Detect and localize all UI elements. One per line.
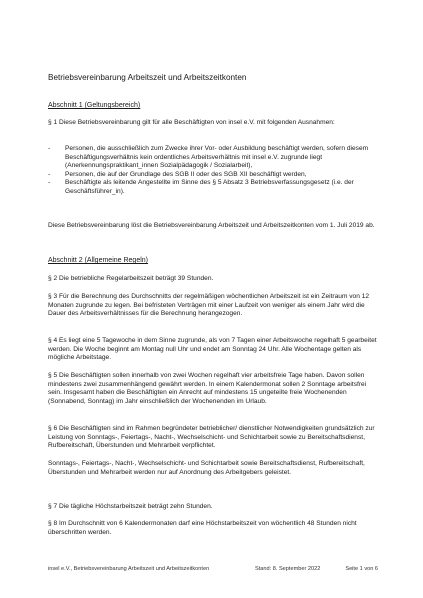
- section-heading-geltungsbereich: Abschnitt 1 (Geltungsbereich): [48, 102, 141, 109]
- paragraph-2: § 2 Die betriebliche Regelarbeitszeit beträgt 39 Stunden.: [48, 275, 214, 282]
- section-heading-allgemeine-regeln: Abschnitt 2 (Allgemeine Regeln): [48, 257, 148, 264]
- list-item: - Personen, die auf der Grundlage des SGB II oder des SGB XII beschäftigt werden,: [48, 171, 378, 180]
- list-item: - Personen, die ausschließlich zum Zwecke ihrer Vor- oder Ausbildung beschäftigt werden, sofern diesem Beschäftigungsverhältnis kein ordentliches Arbeitsverhältnis mit insel e.V. zugrunde liegt (Anerkennungspraktikant_innen Sozialpädagogik / Sozialarbeit),: [48, 145, 378, 171]
- paragraph-6-continued: Sonntags-, Feiertags-, Nacht-, Wechselschicht- und Schichtarbeit sowie Bereitschaftsdienst, Rufbereitschaft, Überstunden und Mehrarbeit werden nur auf Anordnung des Arbeitgebers geleistet.: [48, 460, 365, 476]
- paragraph-7: § 7 Die tägliche Höchstarbeitszeit beträgt zehn Stunden.: [48, 503, 213, 510]
- document-title: Betriebsvereinbarung Arbeitszeit und Arbeitszeitkonten: [48, 73, 247, 82]
- paragraph-4: § 4 Es liegt eine 5 Tagewoche in dem Sinne zugrunde, als von 7 Tagen einer Arbeitswoche regelhaft 5 gearbeitet werden. Die Woche beginnt am Montag null Uhr und endet am Sonntag 24 Uhr. Alle Wochentage gelten als mögliche Arbeitstage.: [48, 337, 377, 362]
- paragraph-1: § 1 Diese Betriebsvereinbarung gilt für alle Beschäftigten von insel e.V. mit folgenden Ausnahmen:: [48, 119, 335, 126]
- footer-document-name: insel e.V., Betriebsvereinbarung Arbeitszeit und Arbeitszeitkonten: [48, 566, 210, 572]
- paragraph-6: § 6 Die Beschäftigten sind im Rahmen begründeter betrieblicher/ dienstlicher Notwendigkeiten grundsätzlich zur Leistung von Sonntags-, Feiertags-, Nacht-, Wechselschicht- und Schichtarbeit sowie zu Bereitschaftsdienst, Rufbereitschaft, Überstunden und Mehrarbeit verpflichtet.: [48, 425, 375, 450]
- paragraph-8: § 8 Im Durchschnitt von 6 Kalendermonaten darf eine Höchstarbeitszeit von wöchentlich 48 Stunden nicht überschritten werden.: [48, 520, 357, 536]
- list-item: - Beschäftigte als leitende Angestellte im Sinne des § 5 Absatz 3 Betriebsverfassungsgesetz (i.e. der Geschäftsführer_in).: [48, 179, 378, 196]
- footer-page-number: Seite 1 von 6: [345, 566, 378, 572]
- paragraph-5: § 5 Die Beschäftigten sollen innerhalb von zwei Wochen regelhaft vier arbeitsfreie Tage haben. Davon sollen mindestens zwei zusammenhängend gewährt werden. In einem Kalendermonat sollen 2 Sonntage arbeitsfrei sein. Insgesamt haben die Beschäftigten ein Anrecht auf mindestens 15 ungeteilte freie Wochenenden (Sonnabend, Sonntag) im Jahr einschließlich der Wochenenden im Urlaub.: [48, 372, 367, 405]
- paragraph-supersedes: Diese Betriebsvereinbarung löst die Betriebsvereinbarung Arbeitszeit und Arbeitszeitkonten vom 1. Juli 2019 ab.: [48, 222, 375, 229]
- exception-list: [48, 145, 378, 197]
- paragraph-3: § 3 Für die Berechnung des Durchschnitts der regelmäßigen wöchentlichen Arbeitszeit ist ein Zeitraum von 12 Monaten zugrunde zu legen. Bei befristeten Verträgen mit einer Laufzeit von weniger als einem Jahr wird die Dauer des Arbeitsverhältnisses für die Berechnung herangezogen.: [48, 293, 370, 318]
- footer-date: Stand: 8. September 2022: [255, 566, 321, 572]
